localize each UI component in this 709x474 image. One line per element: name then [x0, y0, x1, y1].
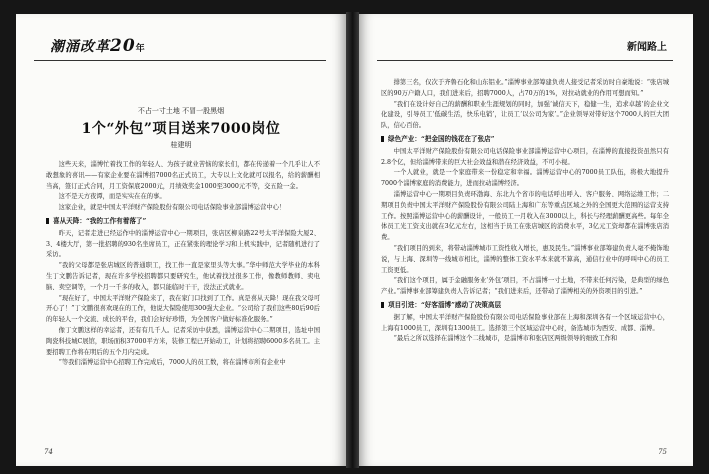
- paragraph: “我们项目的到来，将带动淄博城市工资性收入增长，惠及民生。”淄博事业部筹建负责人毫不掩饰地说，与上海、深圳等一线城市相比，淄博的整体工资水平本来就不算高，通信行业中的呼叫中心的员工工资更低。: [381, 244, 669, 274]
- left-page: [16, 14, 346, 466]
- heading-bar: [46, 218, 49, 224]
- section-heading: [46, 216, 320, 227]
- right-page: [359, 14, 693, 466]
- section-heading-text: 项目引进：“好客淄博”感动了决策高层: [388, 300, 502, 309]
- right-header-rule: [377, 60, 673, 61]
- paragraph: “最后之所以选择在淄博这个二线城市，是淄博市和张店区两级领导的细致工作和: [393, 335, 618, 343]
- paragraph: 中国太平洋财产保险股份有限公司电话保险事业部淄博运营中心项目，在淄博的直接投资虽然只有2.8个亿，但给淄博带来的巨大社会效益和潜在经济效益，不可小视。: [381, 147, 669, 166]
- right-body: [381, 78, 669, 345]
- left-running-head: [50, 36, 146, 56]
- paragraph: 一个人就业，就是一个家庭带来一份稳定和幸福。淄博运营中心的7000员工队伍，将极大地提升7000个淄博家庭的消费能力，进而拉动淄博经济。: [381, 169, 669, 188]
- paragraph: 据了解，中国太平洋财产保险股份有限公司电话保险事业部在上海和深圳各有一个区域运营中心，上海有1000员工，深圳有1300员工。选择第三个区域运营中心时，备选城市为西安、成都、淄博。: [381, 313, 669, 332]
- paragraph: 这些天来，淄博忙着找工作的年轻人、为孩子就业苦恼的家长们，都在传递着一个几乎让人不敢想象的喜讯——有家企业要在淄博招7000名正式员工，大专以上文化就可以报名，给的薪酬相当高，签订正式合同，月工资保底2000元，月绩效奖金1000至3000元不等，交五险一金。: [46, 161, 320, 190]
- heading-bar: [381, 136, 384, 142]
- article-title: 1个“外包”项目送来7000岗位: [81, 121, 281, 137]
- right-running-head: 新闻路上: [627, 42, 667, 53]
- paragraph: 排第三名，仅次于齐鲁石化和山东铝业。”淄博事业部筹建负责人接受记者采访时自豪地说：“张店城区的90万户籍人口，我们进来后，招聘7000人，占70万的1%，对拉动就业的作用可想而知。”: [381, 79, 669, 97]
- paragraph: 昨天，记者走进已经运作中的淄博运营中心一期项目，张店区柳泉路22号太平洋保险大厦2、3、4楼大厅，第一批招聘的930名坐席员工，正在紧张的理论学习和上机实践中，记者随机进行了采访。: [46, 229, 320, 259]
- paragraph: “我们在设计好自己的薪酬和职业生涯规划的同时，加强‘诚信天下，稳健一生，追求卓越’的企业文化建设，引导员工‘低碳生活，快乐电销’，让员工‘以公司为家’。”企业领导对带好这个7000人的巨大团队，信心百倍。: [381, 100, 669, 130]
- paragraph: “我们这个项目，属于金融服务业‘外包’项目，不占淄博一寸土地，不带来任何污染，是典型的绿色产业。”淄博事业部筹建负责人告诉记者；“我们进来后，还带动了淄博相关的外资项目的引进。”: [381, 277, 669, 296]
- left-header-rule: [34, 60, 326, 61]
- section-heading-text: 喜从天降：“我的工作有着落了”: [53, 216, 147, 225]
- book-gutter: [346, 12, 359, 468]
- article-pretitle: 不占一寸土地 不冒一股黑烟: [137, 107, 225, 115]
- paragraph: “等我们淄博运营中心招聘工作完成后，7000人的员工数，将在淄博市所有企业中: [58, 359, 286, 367]
- article-author: 桂建明: [170, 141, 192, 149]
- heading-bar: [381, 302, 384, 308]
- running-head-number: 20: [110, 36, 136, 56]
- section-heading-text: 绿色产业：“把金国的钱花在了张店”: [388, 134, 495, 143]
- section-heading: [381, 134, 669, 145]
- running-head-main: 潮涌改革: [50, 39, 110, 55]
- left-body: [46, 160, 320, 369]
- page-number: 74: [44, 448, 53, 456]
- page-number: 75: [658, 448, 667, 456]
- running-head-suffix: 年: [135, 44, 146, 54]
- paragraph: 淄博运营中心一期项目负责环渤海、东北九个省市的电话呼出呼入、客户服务、网络运维工作；二期项目负责中国太平洋财产保险股份有限公司陆上海和广东等重点区域之外的全国更大范围的运营支持工作。按照淄博运营中心的薪酬设计，一般员工一月收入在3000以上，科长与经理薪酬更高些。每年全体员工光工资支出就在3亿元左右，这相当于员工在张店城区的消费水平，3亿元工资却都在淄博张店消费。: [381, 190, 669, 242]
- paragraph: 这不是天方夜谭，而是实实在在的事。: [58, 193, 166, 201]
- paragraph: 像丁文鹏这样的幸运者，还有有几千人。记者采访中获悉，淄博运营中心二期项目，选址中国陶瓷科技城C展馆，职场面积37000平方米，装修工程已开始动工，计划将招聘6000多名员工。主要招聘工作将在明后的五个月内完成。: [46, 326, 320, 356]
- paragraph: “现在好了，中国太平洋财产保险来了，我在家门口找到了工作。真是喜从天降！现在我父母可开心了！”丁文鹏很喜欢现在的工作，他说大保险使用300强大企业。“公司给了我们这些80后90后的年轻人一个交流、成长的平台，我们会好好珍惜，为全国客户做好标准化服务。”: [46, 294, 320, 324]
- paragraph: “我的父母都是张店城区的普通职工，找工作一直是家里头等大事。”华中师范大学毕业的本科生丁文鹏告诉记者，现在许多学校招聘都只要研究生，他试着找过很多工作，像教师教师、卖电脑、卖空调等，一个月一千多的收入，都只能临时干干，没法正式就业。: [46, 262, 320, 291]
- section-heading: [381, 300, 669, 311]
- paragraph: 这家企业，就是中国太平洋财产保险股份有限公司电话保险事业部淄博运营中心！: [58, 204, 286, 212]
